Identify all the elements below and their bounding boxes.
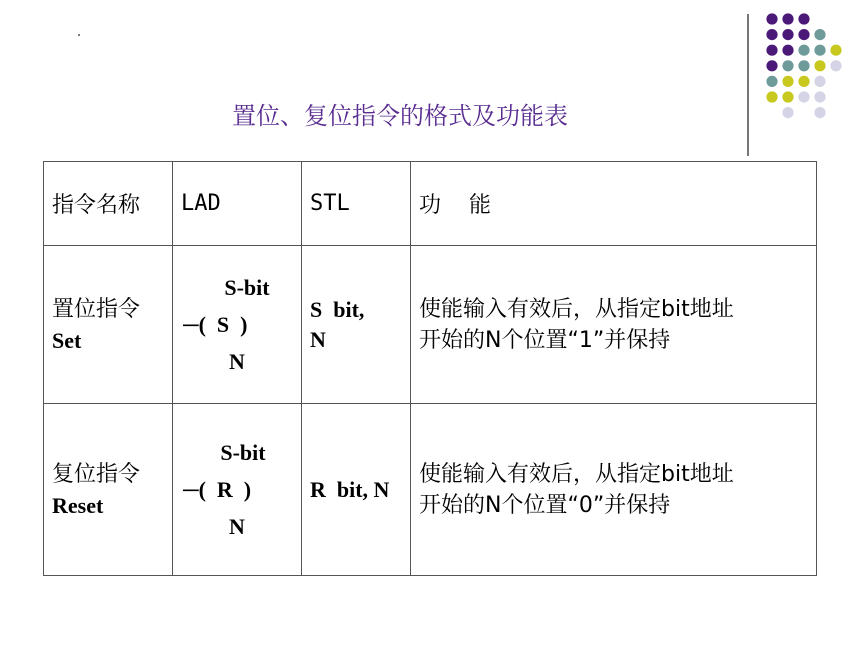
function-line: 使能输入有效后，从指定bit地址 — [419, 461, 734, 487]
decorative-dot — [782, 29, 793, 40]
cell-lad — [173, 404, 302, 576]
cell-function — [411, 404, 817, 576]
lad-top: S-bit — [220, 440, 266, 465]
decorative-dot — [814, 29, 825, 40]
lad-bottom: N — [229, 514, 245, 539]
decorative-dot — [782, 60, 793, 71]
stl-line: N — [310, 326, 326, 352]
stl-line: S bit, — [310, 296, 365, 322]
cell-function — [411, 246, 817, 404]
decorative-dot — [814, 107, 825, 118]
name-en: Reset — [52, 492, 104, 518]
stl-line: R bit, N — [310, 476, 390, 502]
table-header-row — [44, 162, 817, 246]
decorative-dot-grid — [0, 0, 860, 160]
decorative-dot — [782, 13, 793, 24]
function-line: 开始的N个位置“1”并保持 — [419, 327, 671, 353]
lad-coil: ─( S ) — [183, 312, 248, 337]
lad-top: S-bit — [224, 275, 270, 300]
header-function — [411, 162, 817, 246]
decorative-dot — [766, 45, 777, 56]
lad-bottom: N — [229, 349, 245, 374]
divider-line — [747, 14, 749, 156]
decorative-dot — [798, 29, 809, 40]
table-row — [44, 246, 817, 404]
table-row — [44, 404, 817, 576]
cell-stl — [302, 246, 411, 404]
page-title — [0, 96, 800, 131]
decorative-dot — [814, 45, 825, 56]
decorative-dot — [798, 45, 809, 56]
name-cn: 置位指令 — [52, 296, 141, 322]
decorative-dot — [766, 13, 777, 24]
decorative-dot — [798, 76, 809, 87]
lad-coil: ─( R ) — [183, 477, 252, 502]
header-lad — [173, 162, 302, 246]
cell-name — [44, 246, 173, 404]
function-line: 使能输入有效后，从指定bit地址 — [419, 296, 734, 322]
decorative-dot — [782, 76, 793, 87]
decorative-dot — [814, 60, 825, 71]
decorative-dot — [830, 60, 841, 71]
header-function-text: 功 能 — [419, 193, 491, 218]
decorative-dot — [766, 76, 777, 87]
decorative-dot — [798, 91, 809, 102]
decorative-dot — [782, 45, 793, 56]
decorative-dot — [830, 45, 841, 56]
header-stl — [302, 162, 411, 246]
decorative-dot — [766, 29, 777, 40]
decorative-dot — [814, 91, 825, 102]
cell-stl — [302, 404, 411, 576]
decorative-dot — [766, 60, 777, 71]
name-cn: 复位指令 — [52, 461, 141, 487]
page-title-text: 置位、复位指令的格式及功能表 — [232, 102, 568, 130]
header-lad-text: LAD — [181, 191, 221, 216]
header-stl-text: STL — [310, 191, 350, 216]
header-name-text: 指令名称 — [52, 193, 141, 218]
decorative-dot — [798, 13, 809, 24]
instruction-table — [43, 161, 817, 576]
decorative-dot — [814, 76, 825, 87]
function-line: 开始的N个位置“0”并保持 — [419, 492, 671, 518]
header-name — [44, 162, 173, 246]
decorative-dot — [798, 60, 809, 71]
cell-lad — [173, 246, 302, 404]
cell-name — [44, 404, 173, 576]
name-en: Set — [52, 327, 82, 353]
